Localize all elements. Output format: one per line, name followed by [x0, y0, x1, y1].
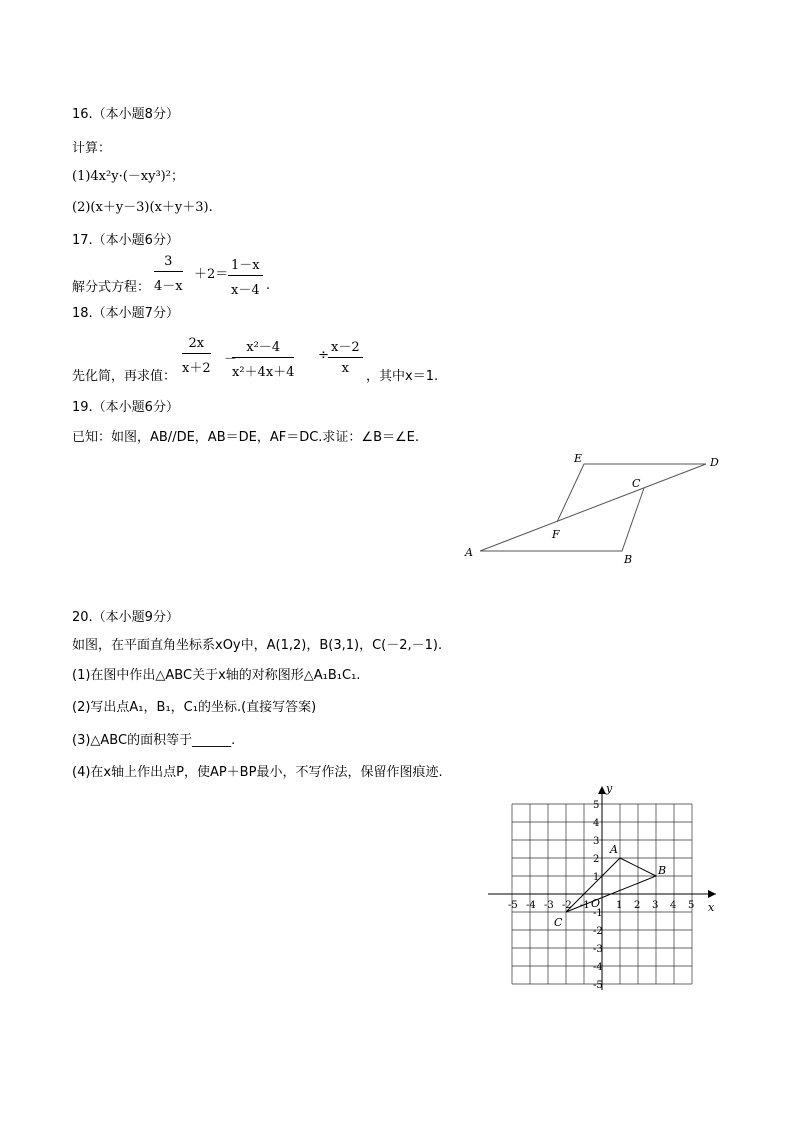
q16-part2: (2)(x＋y－3)(x＋y＋3). — [72, 200, 213, 215]
q20-intro: 如图，在平面直角坐标系xOy中，A(1,2)，B(3,1)，C(－2,－1). — [72, 638, 443, 653]
x-tick-label: 3 — [652, 900, 659, 911]
numerator: 1－x — [228, 254, 263, 276]
q20-part1: (1)在图中作出△ABC关于x轴的对称图形△A₁B₁C₁. — [72, 668, 361, 683]
q16-part1: (1)4x²y·(－xy³)²； — [72, 169, 184, 184]
q16-heading: 16.（本小题8分） — [72, 107, 179, 122]
numerator: 2x — [182, 336, 211, 354]
label-C: C — [632, 477, 641, 490]
x-tick-label: -1 — [580, 900, 590, 911]
denominator: x²＋4x＋4 — [232, 365, 295, 380]
tick-labels — [508, 800, 694, 991]
y-tick-label: 2 — [593, 854, 600, 865]
y-tick-label: -4 — [593, 962, 603, 973]
label-D: D — [710, 456, 719, 469]
y-tick-label: -1 — [593, 908, 603, 919]
q17-mid: ＋2＝ — [194, 267, 229, 282]
numerator: x－2 — [328, 336, 363, 358]
q17-intro: 解分式方程： — [72, 280, 151, 295]
label-E: E — [574, 452, 583, 465]
numerator: x²－4 — [232, 336, 294, 358]
q20-part3: (3)△ABC的面积等于______. — [72, 733, 236, 748]
y-tick-label: -5 — [593, 980, 603, 991]
denominator: x－4 — [231, 283, 260, 298]
x-tick-label: 2 — [634, 900, 641, 911]
q17-end: . — [266, 278, 271, 293]
q18-op1: － — [224, 352, 238, 367]
origin-label: O — [591, 897, 601, 910]
x-tick-label: 1 — [616, 900, 623, 911]
point-C-label: C — [554, 916, 563, 929]
x-tick-label: -3 — [544, 900, 554, 911]
q18-op2: ÷ — [318, 348, 329, 363]
denominator: x — [341, 361, 349, 376]
denominator: 4－x — [154, 279, 183, 294]
q18-tail: ，其中x＝1. — [366, 369, 439, 384]
label-A: A — [465, 546, 473, 559]
label-B: B — [624, 553, 633, 566]
point-A-label: A — [610, 843, 618, 856]
q19-text: 已知：如图，AB//DE，AB＝DE，AF＝DC.求证：∠B＝∠E. — [72, 430, 419, 445]
y-axis-label: y — [606, 782, 613, 795]
q17-heading: 17.（本小题6分） — [72, 233, 179, 248]
q16-intro: 计算： — [72, 141, 112, 156]
x-tick-label: -4 — [526, 900, 536, 911]
y-axis-arrow-icon — [598, 786, 606, 794]
x-tick-label: 4 — [670, 900, 677, 911]
denominator: x＋2 — [182, 361, 211, 376]
numerator: 3 — [154, 254, 183, 272]
point-B-label: B — [658, 864, 667, 877]
q18-heading: 18.（本小题7分） — [72, 306, 179, 321]
x-tick-label: 5 — [688, 900, 695, 911]
q19-heading: 19.（本小题6分） — [72, 400, 179, 415]
q20-heading: 20.（本小题9分） — [72, 610, 179, 625]
y-tick-label: 4 — [593, 818, 600, 829]
y-tick-label: 3 — [593, 836, 600, 847]
x-axis-arrow-icon — [708, 890, 716, 898]
y-tick-label: -3 — [593, 944, 603, 955]
x-axis-label: x — [708, 901, 715, 914]
x-tick-label: -2 — [562, 900, 572, 911]
label-F: F — [552, 528, 560, 541]
q20-part4: (4)在x轴上作出点P，使AP＋BP最小，不写作法，保留作图痕迹. — [72, 765, 443, 780]
q18-intro: 先化简，再求值： — [72, 369, 177, 384]
y-tick-label: 5 — [593, 800, 600, 811]
q20-part2: (2)写出点A₁，B₁，C₁的坐标.(直接写答案) — [72, 700, 317, 715]
y-tick-label: -2 — [593, 926, 603, 937]
y-tick-label: 1 — [593, 872, 600, 883]
x-tick-label: -5 — [508, 900, 518, 911]
